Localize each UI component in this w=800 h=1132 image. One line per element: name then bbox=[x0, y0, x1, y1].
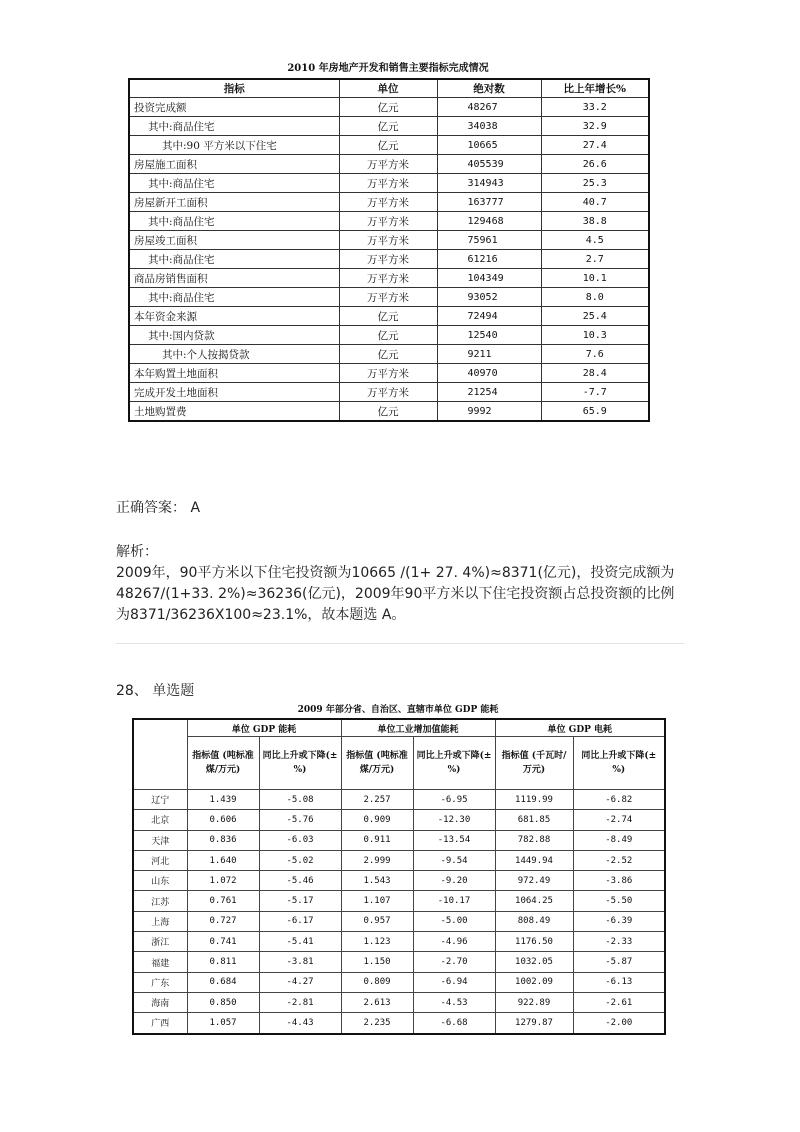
table1-cell-unit: 万平方米 bbox=[339, 269, 437, 288]
energy-table bbox=[132, 718, 666, 1035]
table1-cell-growth: 25.3 bbox=[541, 174, 649, 193]
table2-cell-region: 福建 bbox=[133, 952, 187, 972]
table-row bbox=[129, 155, 649, 174]
table2-cell-value: -4.53 bbox=[413, 992, 495, 1012]
table2-cell-value: 1119.99 bbox=[495, 790, 573, 810]
table2-cell-value: 0.911 bbox=[341, 830, 413, 850]
table1-cell-indicator: 商品房销售面积 bbox=[129, 269, 339, 288]
table1-cell-unit: 万平方米 bbox=[339, 231, 437, 250]
table1-cell-value: 163777 bbox=[437, 193, 541, 212]
table1-cell-value: 48267 bbox=[437, 98, 541, 117]
table2-cell-value: 1002.09 bbox=[495, 972, 573, 992]
table1-cell-value: 61216 bbox=[437, 250, 541, 269]
table2-cell-value: -4.96 bbox=[413, 932, 495, 952]
table2-group-gdp-electricity: 单位 GDP 电耗 bbox=[495, 719, 665, 737]
table-row bbox=[133, 992, 665, 1012]
table1-cell-unit: 亿元 bbox=[339, 326, 437, 345]
table2-cell-value: 2.257 bbox=[341, 790, 413, 810]
table2-cell-value: 0.836 bbox=[187, 830, 259, 850]
table2-cell-value: -5.17 bbox=[259, 891, 341, 911]
table-row bbox=[133, 891, 665, 911]
table2-cell-value: -2.81 bbox=[259, 992, 341, 1012]
real-estate-table-image bbox=[128, 60, 648, 422]
table2-cell-value: 0.727 bbox=[187, 911, 259, 931]
table2-cell-value: -10.17 bbox=[413, 891, 495, 911]
table1-cell-indicator: 其中:国内贷款 bbox=[129, 326, 339, 345]
table1-header-growth: 比上年增长% bbox=[541, 79, 649, 98]
table2-cell-value: 1.072 bbox=[187, 871, 259, 891]
table1-cell-unit: 万平方米 bbox=[339, 364, 437, 383]
table2-cell-value: 922.89 bbox=[495, 992, 573, 1012]
table2-cell-value: 972.49 bbox=[495, 871, 573, 891]
table2-cell-value: -5.87 bbox=[573, 952, 665, 972]
table2-cell-value: 1279.87 bbox=[495, 1013, 573, 1034]
table1-cell-growth: 10.3 bbox=[541, 326, 649, 345]
table-row bbox=[129, 250, 649, 269]
table1-cell-unit: 亿元 bbox=[339, 345, 437, 364]
table2-cell-value: 1449.94 bbox=[495, 850, 573, 870]
table-row bbox=[133, 972, 665, 992]
table1-cell-growth: 38.8 bbox=[541, 212, 649, 231]
table2-sub-header: 指标值 (吨标准煤/万元) bbox=[187, 737, 259, 790]
table2-cell-value: -3.81 bbox=[259, 952, 341, 972]
table2-cell-region: 江苏 bbox=[133, 891, 187, 911]
table-row bbox=[129, 345, 649, 364]
table2-cell-region: 浙江 bbox=[133, 932, 187, 952]
table1-header-indicator: 指标 bbox=[129, 79, 339, 98]
table-row bbox=[129, 231, 649, 250]
table1-cell-indicator: 房屋施工面积 bbox=[129, 155, 339, 174]
table2-cell-value: -3.86 bbox=[573, 871, 665, 891]
table2-cell-value: 2.999 bbox=[341, 850, 413, 870]
table-row bbox=[133, 790, 665, 810]
table-row bbox=[129, 364, 649, 383]
table2-cell-value: 0.741 bbox=[187, 932, 259, 952]
table1-caption: 2010 年房地产开发和销售主要指标完成情况 bbox=[287, 63, 489, 74]
table1-cell-unit: 万平方米 bbox=[339, 155, 437, 174]
table1-cell-indicator: 房屋竣工面积 bbox=[129, 231, 339, 250]
table1-cell-growth: 25.4 bbox=[541, 307, 649, 326]
table1-cell-unit: 亿元 bbox=[339, 98, 437, 117]
table2-cell-value: 1176.50 bbox=[495, 932, 573, 952]
table-row bbox=[129, 193, 649, 212]
table2-cell-value: 0.684 bbox=[187, 972, 259, 992]
table1-cell-value: 314943 bbox=[437, 174, 541, 193]
table2-cell-value: 1.107 bbox=[341, 891, 413, 911]
table1-header-row bbox=[129, 79, 649, 98]
table2-cell-region: 广西 bbox=[133, 1013, 187, 1034]
table1-cell-indicator: 房屋新开工面积 bbox=[129, 193, 339, 212]
table-row bbox=[129, 117, 649, 136]
table2-sub-header: 同比上升或下降(±%) bbox=[413, 737, 495, 790]
table1-cell-indicator: 本年资金来源 bbox=[129, 307, 339, 326]
table1-cell-growth: 40.7 bbox=[541, 193, 649, 212]
table1-cell-indicator: 其中:商品住宅 bbox=[129, 212, 339, 231]
table-row bbox=[133, 911, 665, 931]
real-estate-table bbox=[128, 78, 650, 422]
table2-cell-value: 1032.05 bbox=[495, 952, 573, 972]
table2-cell-value: 1.439 bbox=[187, 790, 259, 810]
table1-cell-growth: 65.9 bbox=[541, 402, 649, 422]
table2-cell-value: 1.640 bbox=[187, 850, 259, 870]
table2-sub-header-row bbox=[133, 737, 665, 790]
table2-cell-value: -6.94 bbox=[413, 972, 495, 992]
table1-cell-growth: 27.4 bbox=[541, 136, 649, 155]
table1-cell-growth: 33.2 bbox=[541, 98, 649, 117]
table-row bbox=[129, 136, 649, 155]
table1-cell-indicator: 其中:商品住宅 bbox=[129, 117, 339, 136]
table2-cell-region: 北京 bbox=[133, 810, 187, 830]
table2-cell-value: -2.61 bbox=[573, 992, 665, 1012]
table2-cell-value: -9.54 bbox=[413, 850, 495, 870]
table2-cell-value: -2.70 bbox=[413, 952, 495, 972]
table1-cell-value: 12540 bbox=[437, 326, 541, 345]
table2-cell-region: 河北 bbox=[133, 850, 187, 870]
table-row bbox=[129, 288, 649, 307]
table1-cell-value: 72494 bbox=[437, 307, 541, 326]
table1-cell-unit: 万平方米 bbox=[339, 193, 437, 212]
table1-cell-unit: 亿元 bbox=[339, 117, 437, 136]
table2-group-header-row bbox=[133, 719, 665, 737]
table1-cell-value: 75961 bbox=[437, 231, 541, 250]
table-row bbox=[129, 98, 649, 117]
table1-cell-growth: 32.9 bbox=[541, 117, 649, 136]
table2-cell-region: 海南 bbox=[133, 992, 187, 1012]
table2-cell-value: 1.057 bbox=[187, 1013, 259, 1034]
table2-cell-value: 782.88 bbox=[495, 830, 573, 850]
table2-cell-value: 1.543 bbox=[341, 871, 413, 891]
table2-cell-value: -2.33 bbox=[573, 932, 665, 952]
question-number: 28、 单选题 bbox=[116, 683, 195, 699]
table-row bbox=[133, 871, 665, 891]
table2-cell-value: -5.41 bbox=[259, 932, 341, 952]
table1-cell-value: 34038 bbox=[437, 117, 541, 136]
table2-region-header bbox=[133, 719, 187, 790]
table2-sub-header: 同比上升或下降(±%) bbox=[259, 737, 341, 790]
table1-cell-growth: 7.6 bbox=[541, 345, 649, 364]
table2-cell-value: -13.54 bbox=[413, 830, 495, 850]
table1-cell-unit: 万平方米 bbox=[339, 212, 437, 231]
section-divider bbox=[116, 643, 684, 644]
table1-header-unit: 单位 bbox=[339, 79, 437, 98]
table2-sub-header: 指标值 (千瓦时/万元) bbox=[495, 737, 573, 790]
table1-cell-unit: 万平方米 bbox=[339, 250, 437, 269]
correct-answer: 正确答案： A bbox=[116, 500, 201, 516]
table-row bbox=[129, 212, 649, 231]
table1-cell-unit: 万平方米 bbox=[339, 383, 437, 402]
table2-cell-value: 808.49 bbox=[495, 911, 573, 931]
table2-cell-value: -6.68 bbox=[413, 1013, 495, 1034]
table-row bbox=[129, 269, 649, 288]
table2-cell-value: -5.50 bbox=[573, 891, 665, 911]
table1-cell-indicator: 其中:商品住宅 bbox=[129, 174, 339, 193]
table2-cell-value: -5.76 bbox=[259, 810, 341, 830]
table2-cell-value: 0.850 bbox=[187, 992, 259, 1012]
table2-cell-value: -9.20 bbox=[413, 871, 495, 891]
table2-sub-header: 同比上升或下降(±%) bbox=[573, 737, 665, 790]
analysis-text: 2009年，90平方米以下住宅投资额为10665 /(1+ 27. 4%)≈8371(亿元)，投资完成额为48267/(1+33. 2%)≈36236(亿元)，2009年90平方米以下住宅投资额占总投资额的比例为8371/36236X100≈23.1%，故本题选 A。 bbox=[116, 565, 675, 623]
table2-cell-value: -2.00 bbox=[573, 1013, 665, 1034]
table2-cell-value: -4.43 bbox=[259, 1013, 341, 1034]
table2-caption: 2009 年部分省、自治区、直辖市单位 GDP 能耗 bbox=[297, 705, 499, 715]
table-row bbox=[129, 326, 649, 345]
table1-cell-value: 10665 bbox=[437, 136, 541, 155]
table2-cell-value: 681.85 bbox=[495, 810, 573, 830]
table-row bbox=[129, 307, 649, 326]
table1-cell-unit: 万平方米 bbox=[339, 174, 437, 193]
table2-cell-value: -5.46 bbox=[259, 871, 341, 891]
table-row bbox=[129, 383, 649, 402]
table1-cell-growth: 26.6 bbox=[541, 155, 649, 174]
table1-cell-growth: -7.7 bbox=[541, 383, 649, 402]
table2-cell-value: 2.613 bbox=[341, 992, 413, 1012]
table1-cell-growth: 8.0 bbox=[541, 288, 649, 307]
table2-cell-value: -6.03 bbox=[259, 830, 341, 850]
table1-cell-indicator: 本年购置土地面积 bbox=[129, 364, 339, 383]
table2-cell-value: 1064.25 bbox=[495, 891, 573, 911]
table2-cell-value: 1.123 bbox=[341, 932, 413, 952]
table1-header-value: 绝对数 bbox=[437, 79, 541, 98]
table1-cell-indicator: 土地购置费 bbox=[129, 402, 339, 422]
table2-cell-region: 辽宁 bbox=[133, 790, 187, 810]
table1-cell-value: 129468 bbox=[437, 212, 541, 231]
table1-body bbox=[129, 98, 649, 422]
table2-cell-value: -8.49 bbox=[573, 830, 665, 850]
table2-group-gdp-energy: 单位 GDP 能耗 bbox=[187, 719, 341, 737]
table1-cell-growth: 2.7 bbox=[541, 250, 649, 269]
table2-cell-value: -6.13 bbox=[573, 972, 665, 992]
table-row bbox=[133, 850, 665, 870]
table1-cell-indicator: 其中:90 平方米以下住宅 bbox=[129, 136, 339, 155]
table2-cell-value: -6.17 bbox=[259, 911, 341, 931]
table1-cell-growth: 4.5 bbox=[541, 231, 649, 250]
table-row bbox=[133, 952, 665, 972]
table-row bbox=[129, 402, 649, 422]
energy-table-image bbox=[132, 702, 664, 1035]
table-row bbox=[133, 810, 665, 830]
table2-cell-value: -4.27 bbox=[259, 972, 341, 992]
table2-cell-region: 山东 bbox=[133, 871, 187, 891]
table2-cell-value: -5.08 bbox=[259, 790, 341, 810]
table2-cell-region: 上海 bbox=[133, 911, 187, 931]
table2-cell-region: 广东 bbox=[133, 972, 187, 992]
table1-cell-value: 9992 bbox=[437, 402, 541, 422]
table1-cell-indicator: 其中:个人按揭贷款 bbox=[129, 345, 339, 364]
table1-cell-unit: 亿元 bbox=[339, 136, 437, 155]
table2-cell-value: 0.811 bbox=[187, 952, 259, 972]
table-row bbox=[133, 830, 665, 850]
table1-cell-value: 40970 bbox=[437, 364, 541, 383]
table2-cell-value: -5.02 bbox=[259, 850, 341, 870]
table2-cell-value: 0.606 bbox=[187, 810, 259, 830]
table-row bbox=[129, 174, 649, 193]
table-row bbox=[133, 1013, 665, 1034]
table2-cell-value: 1.150 bbox=[341, 952, 413, 972]
table-row bbox=[133, 932, 665, 952]
table2-cell-value: 2.235 bbox=[341, 1013, 413, 1034]
table2-cell-value: -12.30 bbox=[413, 810, 495, 830]
table1-cell-value: 405539 bbox=[437, 155, 541, 174]
analysis-label: 解析： bbox=[116, 544, 158, 560]
table2-cell-value: -6.39 bbox=[573, 911, 665, 931]
table1-cell-growth: 10.1 bbox=[541, 269, 649, 288]
table1-cell-value: 93052 bbox=[437, 288, 541, 307]
table1-cell-unit: 亿元 bbox=[339, 402, 437, 422]
table2-cell-value: 0.909 bbox=[341, 810, 413, 830]
table2-sub-header: 指标值 (吨标准煤/万元) bbox=[341, 737, 413, 790]
table1-cell-unit: 亿元 bbox=[339, 307, 437, 326]
table1-cell-growth: 28.4 bbox=[541, 364, 649, 383]
table1-cell-indicator: 投资完成额 bbox=[129, 98, 339, 117]
table2-cell-value: -2.52 bbox=[573, 850, 665, 870]
table1-cell-unit: 万平方米 bbox=[339, 288, 437, 307]
table1-cell-value: 9211 bbox=[437, 345, 541, 364]
table2-cell-value: -5.00 bbox=[413, 911, 495, 931]
table2-cell-region: 天津 bbox=[133, 830, 187, 850]
table1-cell-indicator: 其中:商品住宅 bbox=[129, 250, 339, 269]
table1-cell-value: 21254 bbox=[437, 383, 541, 402]
table2-cell-value: -2.74 bbox=[573, 810, 665, 830]
table2-cell-value: -6.82 bbox=[573, 790, 665, 810]
table1-cell-value: 104349 bbox=[437, 269, 541, 288]
table1-cell-indicator: 其中:商品住宅 bbox=[129, 288, 339, 307]
table2-group-industry-energy: 单位工业增加值能耗 bbox=[341, 719, 495, 737]
table2-body bbox=[133, 790, 665, 1034]
table1-cell-indicator: 完成开发土地面积 bbox=[129, 383, 339, 402]
table2-cell-value: 0.761 bbox=[187, 891, 259, 911]
table2-cell-value: 0.957 bbox=[341, 911, 413, 931]
table2-cell-value: -6.95 bbox=[413, 790, 495, 810]
table2-cell-value: 0.809 bbox=[341, 972, 413, 992]
